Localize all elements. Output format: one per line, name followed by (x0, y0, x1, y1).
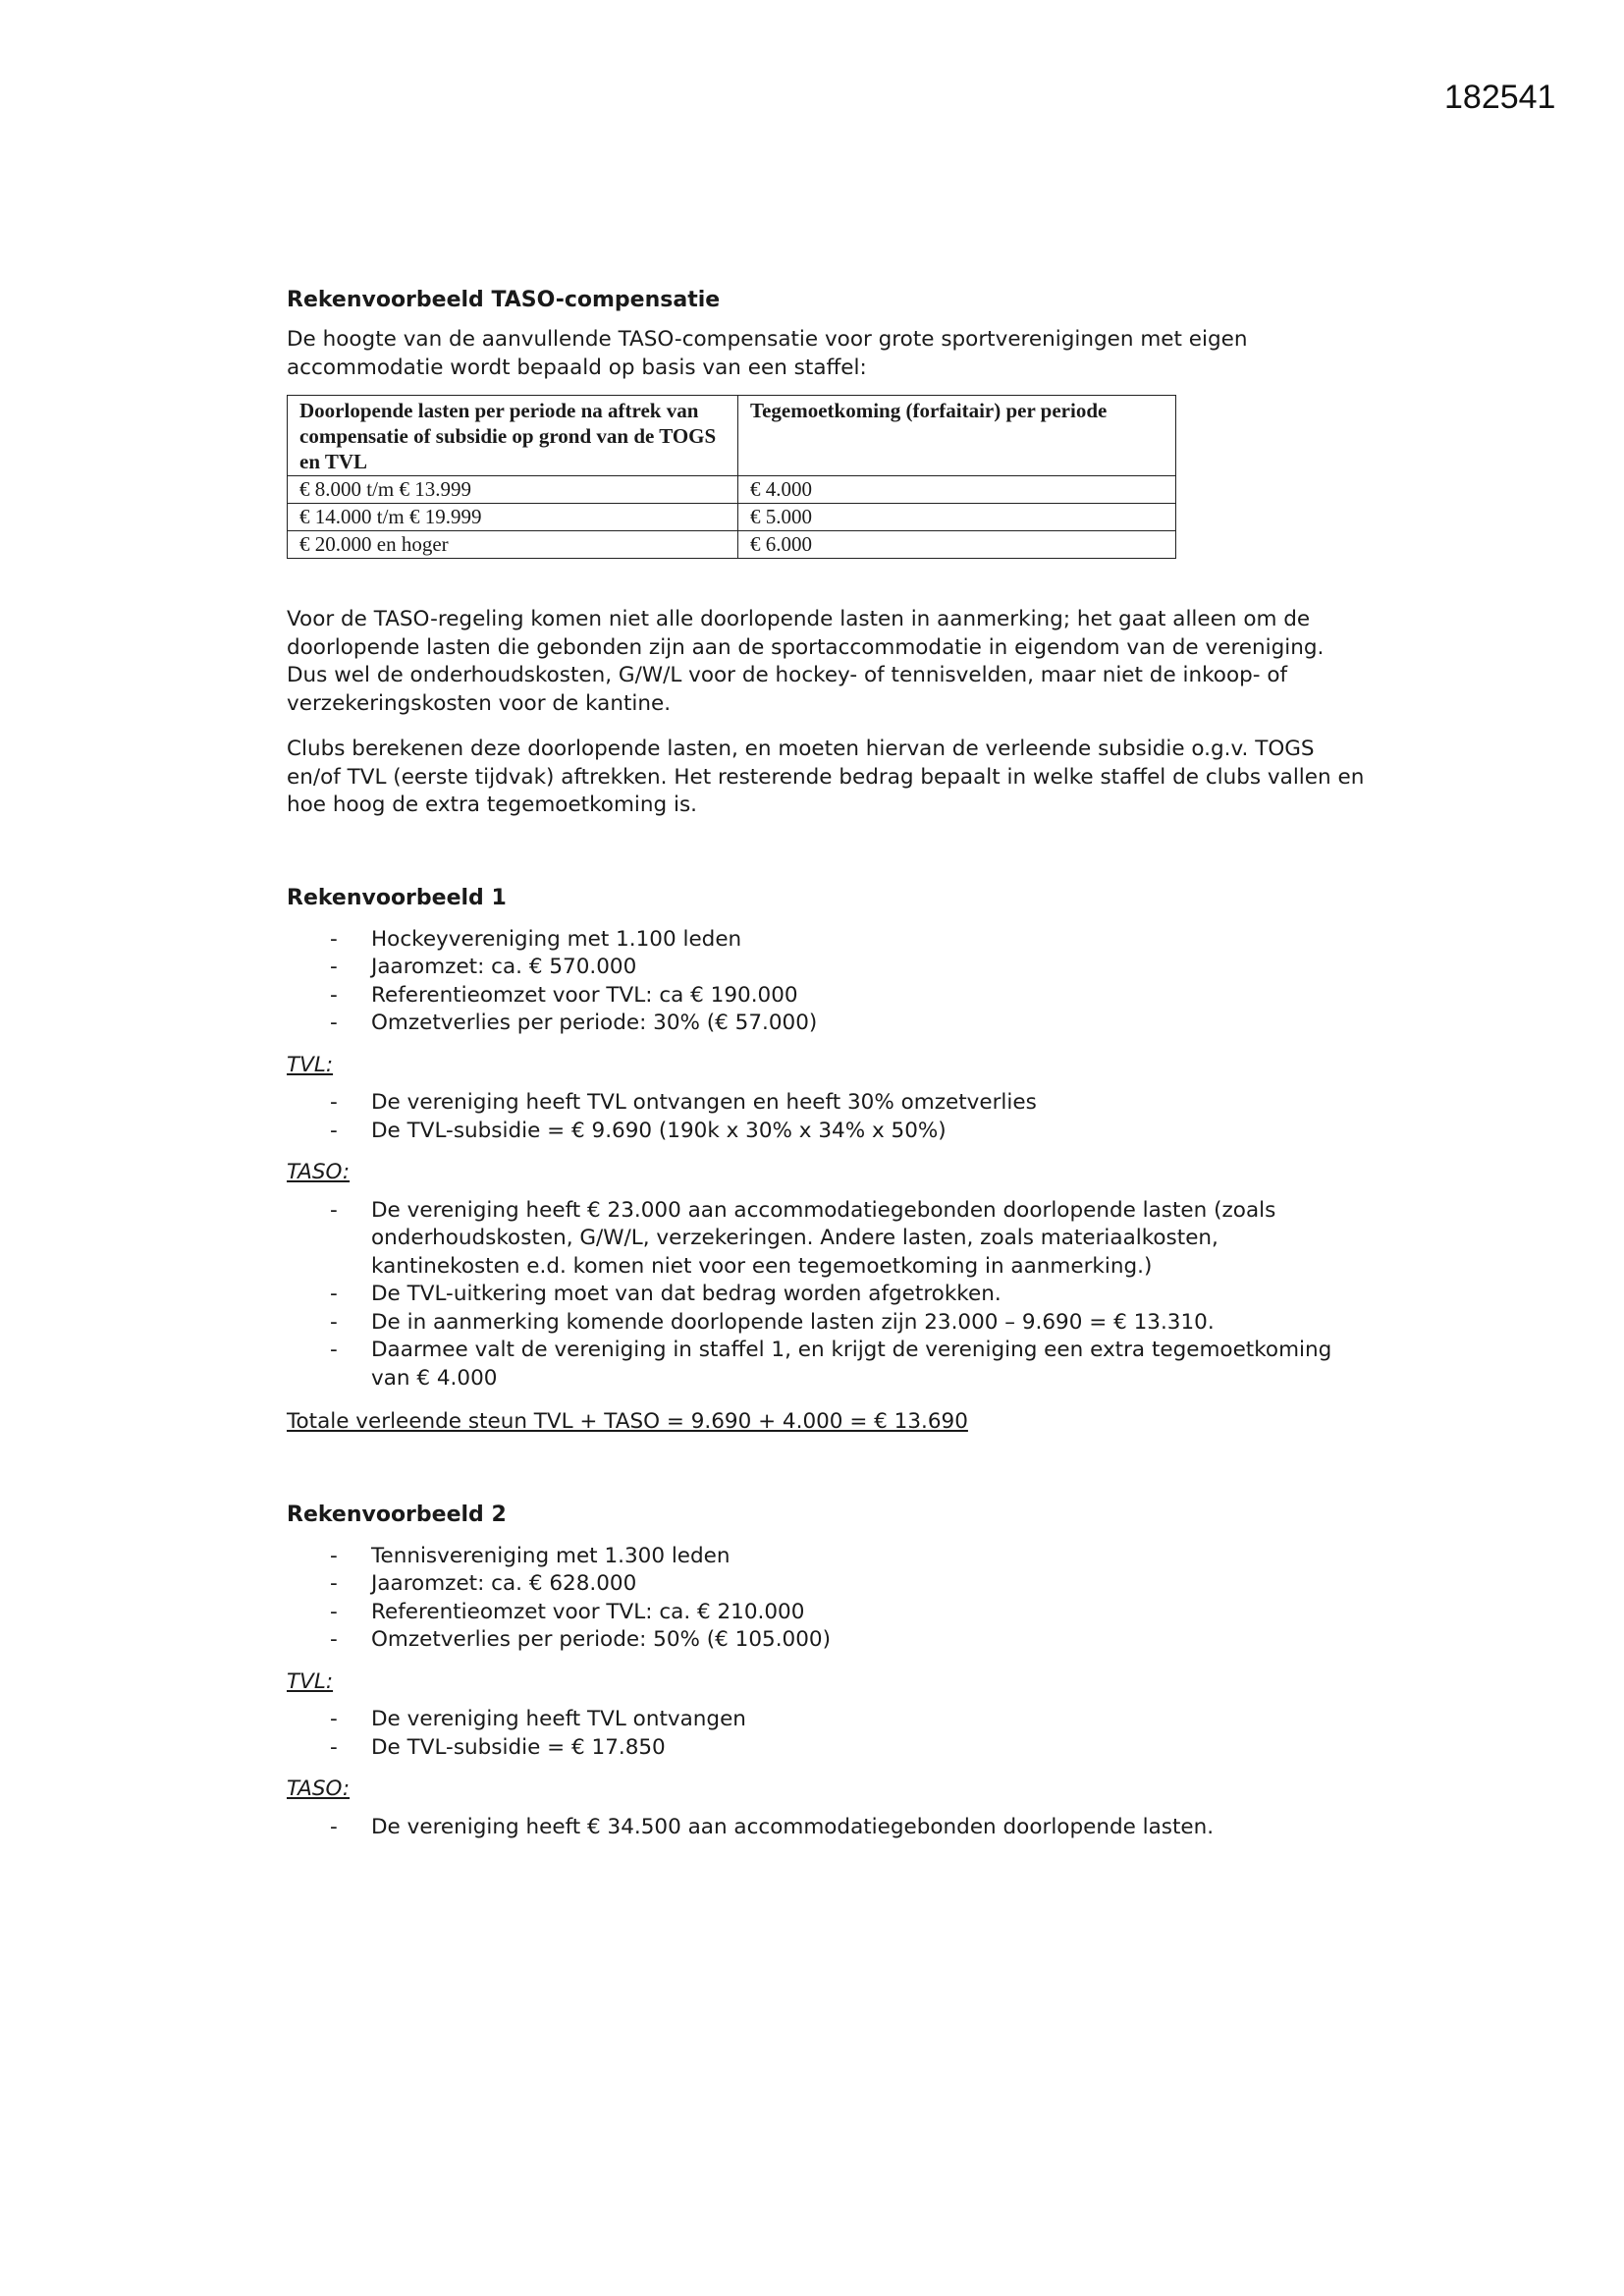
list-item: - De TVL-uitkering moet van dat bedrag worden afgetrokken. (287, 1281, 1367, 1309)
document-body (287, 283, 1367, 1841)
list-item: - De vereniging heeft € 34.500 aan accommodatiegebonden doorlopende lasten. (287, 1814, 1367, 1842)
table-cell: € 14.000 t/m € 19.999 (288, 504, 738, 531)
example2-tvl-label: TVL: (287, 1668, 334, 1694)
example2-tvl-list (287, 1706, 1367, 1762)
table-header-cell: Doorlopende lasten per periode na aftrek van compensatie of subsidie op grond van de TOGS en TVL (288, 396, 738, 476)
list-item: - Jaaromzet: ca. € 570.000 (287, 954, 1367, 982)
document-title: Rekenvoorbeeld TASO-compensatie (287, 288, 721, 312)
list-item: - De TVL-subsidie = € 9.690 (190k x 30% x 34% x 50%) (287, 1118, 1367, 1146)
intro-paragraph: De hoogte van de aanvullende TASO-compensatie voor grote sportverenigingen met eigen accommodatie wordt bepaald op basis van een staffel: (287, 327, 1248, 380)
table-cell: € 6.000 (738, 531, 1176, 559)
list-item: - Tennisvereniging met 1.300 leden (287, 1543, 1367, 1571)
example1-tvl-label: TVL: (287, 1052, 334, 1077)
page-number: 182541 (1444, 79, 1556, 116)
example1-tvl-list (287, 1089, 1367, 1145)
list-item: - De in aanmerking komende doorlopende lasten zijn 23.000 – 9.690 = € 13.310. (287, 1309, 1367, 1338)
example1-taso-list (287, 1197, 1367, 1394)
list-item: - De vereniging heeft TVL ontvangen (287, 1706, 1367, 1734)
list-item: - Omzetverlies per periode: 30% (€ 57.000) (287, 1010, 1367, 1038)
example1-heading: Rekenvoorbeeld 1 (287, 885, 507, 910)
taso-scope-paragraph: Voor de TASO-regeling komen niet alle doorlopende lasten in aanmerking; het gaat alleen om de doorlopende lasten die gebonden zijn aan de sportaccommodatie in eigendom van de vereniging. Dus wel de onderhoudskosten, G/W/L voor de hockey- of tennisvelden, maar niet de inkoop- of verzekeringskosten voor de kantine. (287, 607, 1325, 716)
list-item: - Omzetverlies per periode: 50% (€ 105.000) (287, 1626, 1367, 1655)
table-cell: € 4.000 (738, 476, 1176, 504)
staffel-table (287, 395, 1176, 559)
table-header-cell: Tegemoetkoming (forfaitair) per periode (738, 396, 1176, 476)
example2-taso-label: TASO: (287, 1777, 351, 1801)
list-item: - De vereniging heeft TVL ontvangen en heeft 30% omzetverlies (287, 1089, 1367, 1118)
example2-taso-list (287, 1814, 1367, 1842)
list-item: - De vereniging heeft € 23.000 aan accommodatiegebonden doorlopende lasten (zoals onderhoudskosten, G/W/L, verzekeringen. Andere lasten, zoals materiaalkosten, kantinekosten e.d. komen niet voor een tegemoetkoming in aanmerking.) (287, 1197, 1367, 1282)
example1-taso-label: TASO: (287, 1160, 351, 1184)
table-row (288, 476, 1176, 504)
list-item: - Daarmee valt de vereniging in staffel 1, en krijgt de vereniging een extra tegemoetkoming van € 4.000 (287, 1337, 1367, 1393)
table-header-row (288, 396, 1176, 476)
table-cell: € 20.000 en hoger (288, 531, 738, 559)
list-item: - Referentieomzet voor TVL: ca € 190.000 (287, 982, 1367, 1011)
example1-total: Totale verleende steun TVL + TASO = 9.690 + 4.000 = € 13.690 (287, 1409, 968, 1434)
table-cell: € 5.000 (738, 504, 1176, 531)
table-row (288, 504, 1176, 531)
table-cell: € 8.000 t/m € 13.999 (288, 476, 738, 504)
example1-facts-list (287, 926, 1367, 1038)
list-item: - De TVL-subsidie = € 17.850 (287, 1734, 1367, 1763)
clubs-paragraph: Clubs berekenen deze doorlopende lasten, en moeten hiervan de verleende subsidie o.g.v. TOGS en/of TVL (eerste tijdvak) aftrekken. Het resterende bedrag bepaalt in welke staffel de clubs vallen en hoe hoog de extra tegemoetkoming is. (287, 737, 1365, 817)
table-row (288, 531, 1176, 559)
list-item: - Referentieomzet voor TVL: ca. € 210.000 (287, 1599, 1367, 1627)
example2-facts-list (287, 1543, 1367, 1655)
example2-heading: Rekenvoorbeeld 2 (287, 1502, 507, 1527)
list-item: - Hockeyvereniging met 1.100 leden (287, 926, 1367, 955)
list-item: - Jaaromzet: ca. € 628.000 (287, 1570, 1367, 1599)
